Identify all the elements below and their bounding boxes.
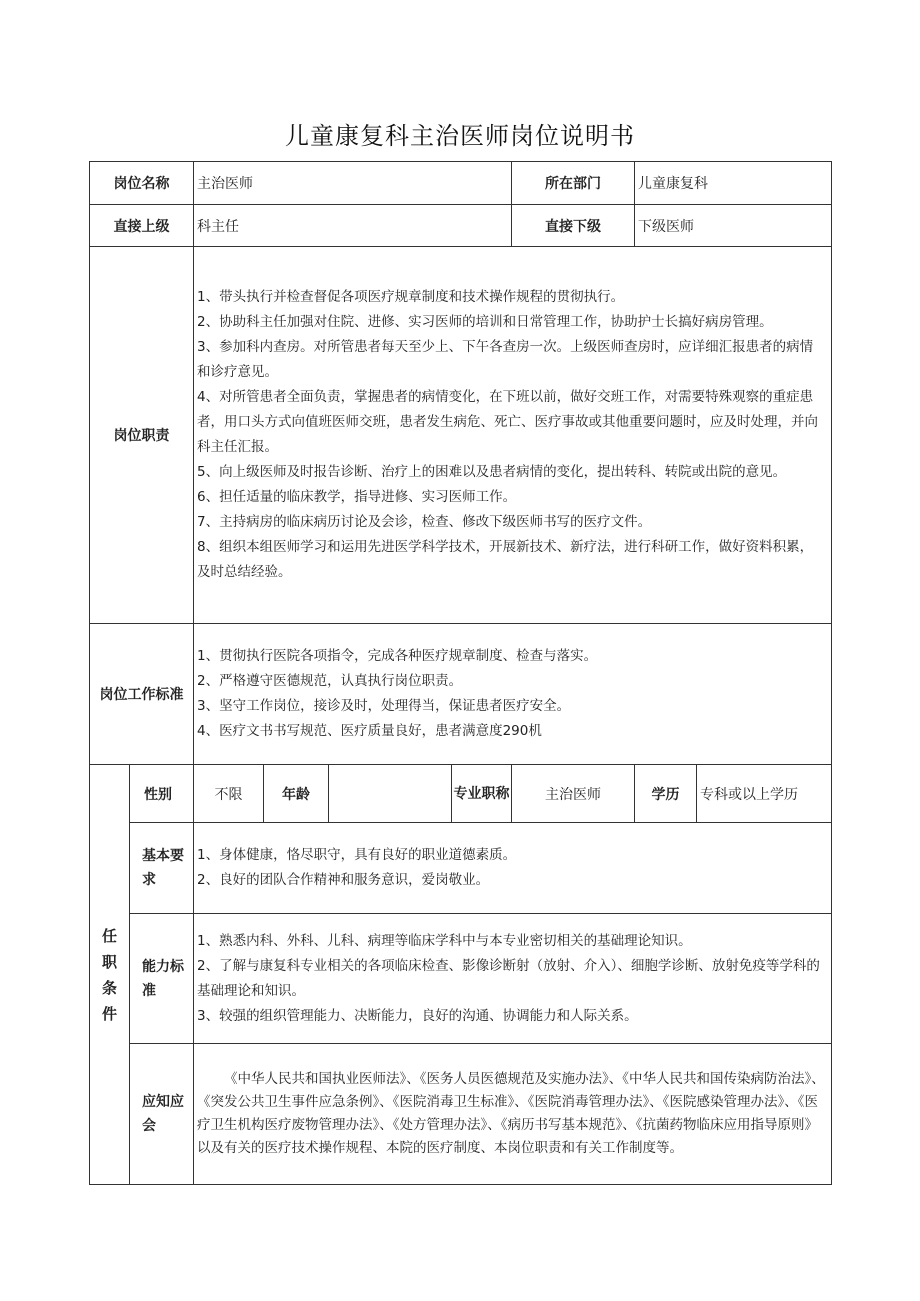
- header-row-2: [90, 205, 832, 247]
- ability-standards-row: [90, 914, 832, 1044]
- duty-item-2: 2、协助科主任加强对住院、进修、实习医师的培训和日常管理工作，协助护士长搞好病房管理。: [197, 314, 773, 330]
- subordinate-label: 直接下级: [512, 205, 635, 247]
- basic-requirements-label: 基本要求: [130, 823, 194, 914]
- education-value: 专科或以上学历: [697, 765, 832, 823]
- standards-row: [90, 624, 832, 765]
- basic-requirements-list: [194, 823, 832, 914]
- basic-requirements-row: [90, 823, 832, 914]
- department-value: 儿童康复科: [635, 162, 832, 205]
- job-description-table: [89, 161, 832, 1185]
- required-knowledge-label: 应知应会: [130, 1044, 194, 1185]
- gender-label: 性别: [130, 765, 194, 823]
- required-knowledge-row: [90, 1044, 832, 1185]
- professional-title-value: 主治医师: [512, 765, 635, 823]
- position-name-label: 岗位名称: [90, 162, 194, 205]
- standard-item-1: 1、贯彻执行医院各项指令，完成各种医疗规章制度、检查与落实。: [197, 648, 598, 664]
- duties-row: [90, 247, 832, 624]
- standards-list: [194, 624, 832, 765]
- standard-item-3: 3、坚守工作岗位，接诊及时，处理得当，保证患者医疗安全。: [197, 698, 571, 714]
- duty-item-6: 6、担任适量的临床教学，指导进修、实习医师工作。: [197, 489, 517, 505]
- duties-list: [194, 247, 832, 624]
- qualifications-label: 任 职 条 件: [90, 765, 130, 1185]
- ability-item-2: 2、了解与康复科专业相关的各项临床检查、影像诊断射（放射、介入）、细胞学诊断、放射免疫等学科的基础理论和知识。: [197, 957, 820, 999]
- standards-label: 岗位工作标准: [90, 624, 194, 765]
- duty-item-1: 1、带头执行并检查督促各项医疗规章制度和技术操作规程的贯彻执行。: [197, 289, 625, 305]
- professional-title-label: 专业职称: [452, 765, 512, 823]
- page-title: 儿童康复科主治医师岗位说明书: [285, 122, 635, 150]
- superior-label: 直接上级: [90, 205, 194, 247]
- education-label: 学历: [635, 765, 697, 823]
- ability-item-3: 3、较强的组织管理能力、决断能力，良好的沟通、协调能力和人际关系。: [197, 1007, 638, 1024]
- superior-value: 科主任: [194, 205, 512, 247]
- duty-item-5: 5、向上级医师及时报告诊断、治疗上的困难以及患者病情的变化，提出转科、转院或出院的意见。: [197, 464, 787, 480]
- duty-item-4: 4、对所管患者全面负责，掌握患者的病情变化，在下班以前，做好交班工作，对需要特殊观察的重症患者，用口头方式向值班医师交班，患者发生病危、死亡、医疗事故或其他重要问题时，应及时处理，并向科主任汇报。: [197, 389, 818, 455]
- department-label: 所在部门: [512, 162, 635, 205]
- qualification-attributes-row: [90, 765, 832, 823]
- standard-item-4: 4、医疗文书书写规范、医疗质量良好，患者满意度290机: [197, 723, 542, 739]
- ability-item-1: 1、熟悉内科、外科、儿科、病理等临床学科中与本专业密切相关的基础理论知识。: [197, 932, 692, 949]
- subordinate-value: 下级医师: [635, 205, 832, 247]
- required-knowledge-text: 《中华人民共和国执业医师法》、《医务人员医德规范及实施办法》、《中华人民共和国传染病防治法》、《突发公共卫生事件应急条例》、《医院消毒卫生标准》、《医院消毒管理办法》、《医院感染管理办法》、《医疗卫生机构医疗废物管理办法》、《处方管理办法》、《病历书写基本规范》、《抗菌药物临床应用指导原则》以及有关的医疗技术操作规程、本院的医疗制度、本岗位职责和有关工作制度等。: [194, 1044, 832, 1185]
- position-name-value: 主治医师: [194, 162, 512, 205]
- gender-value: 不限: [194, 765, 264, 823]
- standard-item-2: 2、严格遵守医德规范，认真执行岗位职责。: [197, 673, 463, 689]
- basic-item-1: 1、身体健康，恪尽职守，具有良好的职业道德素质。: [197, 847, 517, 863]
- duty-item-8: 8、组织本组医师学习和运用先进医学科学技术，开展新技术、新疗法，进行科研工作，做好资料积累，及时总结经验。: [197, 539, 814, 580]
- ability-standards-list: [194, 914, 832, 1044]
- age-label: 年龄: [264, 765, 329, 823]
- duties-label: 岗位职责: [90, 247, 194, 624]
- basic-item-2: 2、良好的团队合作精神和服务意识，爱岗敬业。: [197, 872, 490, 888]
- age-value: [329, 765, 452, 823]
- duty-item-3: 3、参加科内查房。对所管患者每天至少上、下午各查房一次。上级医师查房时，应详细汇报患者的病情和诊疗意见。: [197, 339, 814, 380]
- ability-standards-label: 能力标准: [130, 914, 194, 1044]
- header-row-1: [90, 162, 832, 205]
- duty-item-7: 7、主持病房的临床病历讨论及会诊，检查、修改下级医师书写的医疗文件。: [197, 514, 652, 530]
